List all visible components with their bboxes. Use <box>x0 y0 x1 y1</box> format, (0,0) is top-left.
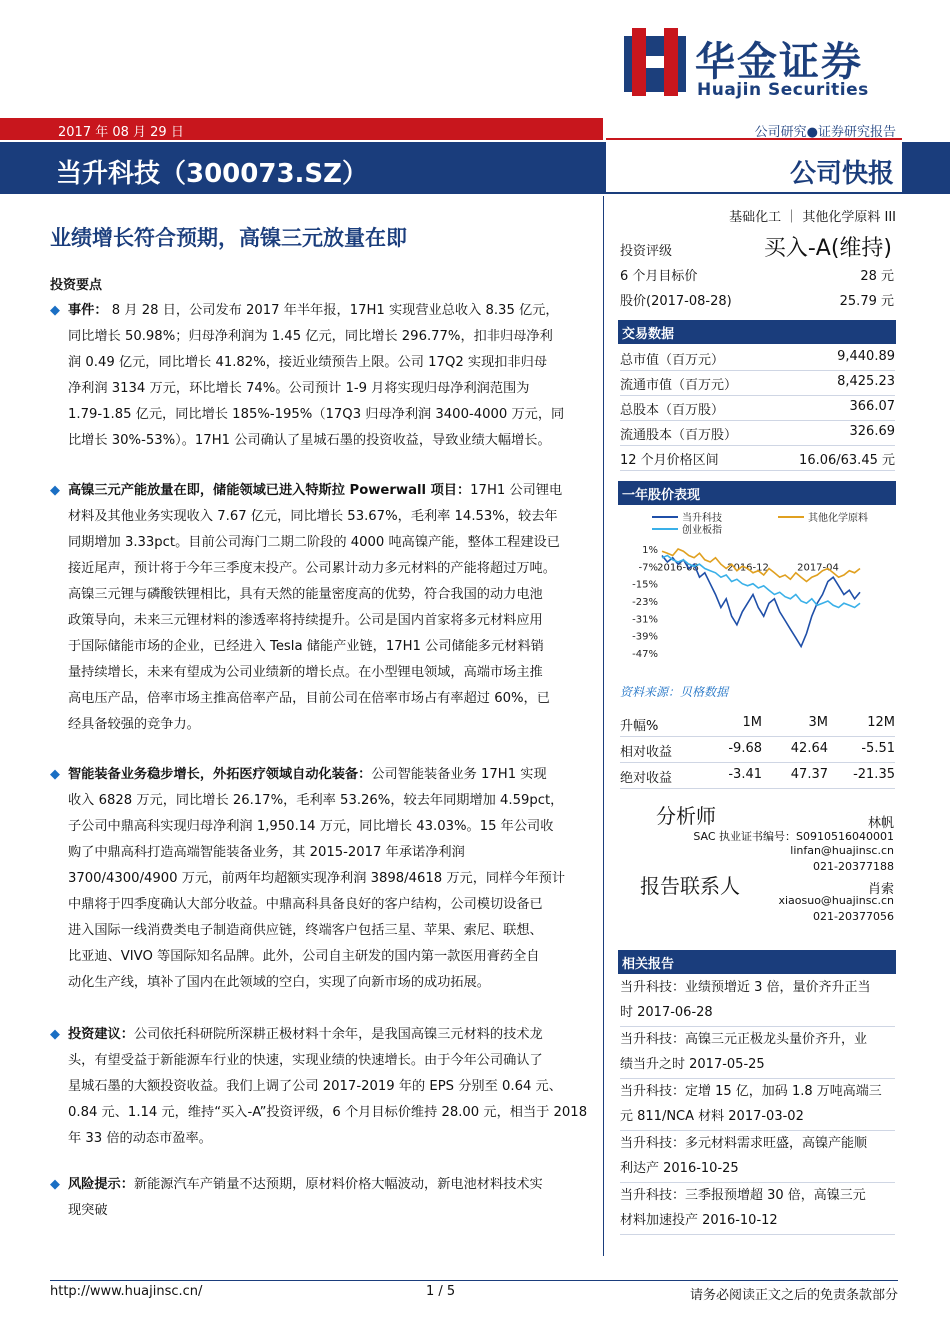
huajin-logo-icon <box>624 28 686 96</box>
footer-disclaimer: 请务必阅读正文之后的免责条款部分 <box>689 1288 898 1303</box>
performance-cell: 相对收益 <box>620 745 673 760</box>
bullet-icon: ◆ <box>50 1027 60 1042</box>
performance-cell: 42.64 <box>790 741 828 756</box>
paragraph <box>50 478 585 738</box>
target-price-label: 6 个月目标价 <box>620 269 698 284</box>
text-line: 比亚迪、VIVO 等国际知名品牌。此外，公司自主研发的国内第一款医用膏药全自 <box>68 949 540 964</box>
performance-cell: -21.35 <box>853 767 895 782</box>
report-date: 2017 年 08 月 29 日 <box>58 125 184 140</box>
performance-cell: -5.51 <box>861 741 895 756</box>
text-line: 政策导向，未来三元锂材料的渗透率将持续提升。公司是国内首家将多元材料应用 <box>68 613 543 628</box>
company-title: 当升科技（300073.SZ） <box>56 159 369 189</box>
y-tick-label: -15% <box>632 579 658 591</box>
performance-cell: 1M <box>742 715 762 730</box>
text-line: 3700/4300/4900 万元，前两年均超额实现净利润 3898/4618 万元，同样今年预计 <box>68 871 566 886</box>
related-report-line: 当升科技：定增 15 亿，加码 1.8 万吨高端三 <box>620 1084 882 1099</box>
chart-header: 一年股价表现 <box>618 481 896 505</box>
paragraph-text <box>50 1022 588 1152</box>
rating-value: 买入-A(维持) <box>763 236 892 261</box>
trade-row <box>620 396 895 421</box>
brand-name-en: Huajin Securities <box>697 80 869 100</box>
report-type: 公司快报 <box>789 159 894 189</box>
text-line: 收入 6828 万元，同比增长 26.17%，毛利率 53.26%，较去年同期增加 4.59pct， <box>68 793 564 808</box>
contact-title: 报告联系人 <box>640 874 740 898</box>
related-separator <box>620 1234 895 1235</box>
bullet-icon: ◆ <box>50 767 60 782</box>
contact-name: 肖索 <box>867 882 894 897</box>
text-line: 子公司中鼎高科实现归母净利润 1,950.14 万元，同比增长 43.03%。15 年公司收 <box>68 819 554 834</box>
paragraph-text <box>50 478 585 738</box>
related-report-line: 当升科技：多元材料需求旺盛，高镍产能顺 <box>620 1136 868 1151</box>
section-title: 投资要点 <box>50 278 103 293</box>
trade-row <box>620 346 895 371</box>
y-tick-label: -31% <box>632 614 658 626</box>
performance-cell: 绝对收益 <box>620 771 673 786</box>
trade-label: 总市值（百万元） <box>620 353 725 368</box>
text-line: 润 0.49 亿元，同比增长 41.82%，接近业绩预告上限。公司 17Q2 实现扣非归母 <box>68 355 548 370</box>
text-line: 材料及其他业务实现收入 7.67 亿元，同比增长 53.67%，毛利率 14.53%，较去年 <box>68 509 558 524</box>
x-tick-label: 2016-08 <box>657 562 699 574</box>
performance-cell: 3M <box>808 715 828 730</box>
report-type-box <box>606 142 902 194</box>
related-report-item[interactable] <box>620 1183 895 1233</box>
related-report-line: 当升科技：高镍三元正极龙头量价齐升，业 <box>620 1032 868 1047</box>
trade-data-header: 交易数据 <box>618 320 896 344</box>
bullet-icon: ◆ <box>50 483 60 498</box>
related-report-item[interactable] <box>620 975 895 1025</box>
text-line: 动化生产线，填补了国内在此领域的空白，实现了向新市场的成功拓展。 <box>68 975 490 990</box>
text-line: 1.79-1.85 亿元，同比增长 185%-195%（17Q3 归母净利润 3400-4000 万元，同 <box>68 407 565 422</box>
text-line: 进入国际一线消费类电子制造商供应链，终端客户包括三星、苹果、索尼、联想、 <box>68 923 543 938</box>
analyst-cert: SAC 执业证书编号：S0910516040001 <box>693 830 894 843</box>
legend-label: 创业板指 <box>682 525 722 536</box>
y-tick-label: -47% <box>632 649 658 660</box>
paragraph-text <box>50 298 585 454</box>
paragraph <box>50 1172 585 1224</box>
related-report-line: 当升科技：三季报预增超 30 倍，高镍三元 <box>620 1188 866 1203</box>
related-reports-header: 相关报告 <box>618 950 896 974</box>
performance-row <box>620 764 895 789</box>
performance-row <box>620 738 895 763</box>
stock-price-chart <box>618 505 896 675</box>
text-line: 0.84 元、1.14 元，维持“买入-A”投资评级，6 个月目标价维持 28.00 元，相当于 2018 <box>68 1105 588 1120</box>
related-report-item[interactable] <box>620 1079 895 1129</box>
y-tick-label: -39% <box>632 631 658 643</box>
paragraph <box>50 1022 588 1152</box>
x-tick-label: 2017-04 <box>797 562 839 574</box>
text-line: 经具备较强的竞争力。 <box>68 717 200 732</box>
footer-url[interactable]: http://www.huajinsc.cn/ <box>50 1284 203 1299</box>
rating-label: 投资评级 <box>620 244 673 259</box>
trade-row <box>620 421 895 446</box>
legend-label: 当升科技 <box>682 513 722 524</box>
related-report-item[interactable] <box>620 1131 895 1181</box>
text-line: 年 33 倍的动态市盈率。 <box>68 1131 212 1146</box>
brand-name-cn: 华金证券 <box>695 39 863 85</box>
text-line: 投资建议：公司依托科研院所深耕正极材料十余年，是我国高镍三元材料的技术龙 <box>68 1027 543 1042</box>
trade-label: 流通股本（百万股） <box>620 428 738 443</box>
related-report-line: 绩当升之时 2017-05-25 <box>620 1057 765 1072</box>
trade-value: 366.07 <box>849 399 895 414</box>
related-report-line: 利达产 2016-10-25 <box>620 1161 739 1176</box>
page-number: 1 / 5 <box>426 1284 456 1299</box>
trade-value: 9,440.89 <box>837 349 895 364</box>
headline: 业绩增长符合预期，高镍三元放量在即 <box>50 226 407 250</box>
trade-row <box>620 371 895 396</box>
text-line: 事件： 8 月 28 日，公司发布 2017 年半年报，17H1 实现营业总收入 8.35 亿元， <box>68 303 559 318</box>
text-line: 风险提示：新能源汽车产销量不达预期，原材料价格大幅波动，新电池材料技术实 <box>68 1177 543 1192</box>
text-line: 头，有望受益于新能源车行业的快速，实现业绩的快速增长。由于今年公司确认了 <box>68 1053 543 1068</box>
related-report-line: 时 2017-06-28 <box>620 1005 713 1020</box>
text-line: 同期增加 3.33pct。目前公司海门二期二阶段的 4000 吨高镍产能，整体工程建设已 <box>68 535 560 550</box>
performance-cell: 47.37 <box>790 767 828 782</box>
performance-cell: 12M <box>867 715 895 730</box>
text-line: 同比增长 50.98%；归母净利润为 1.45 亿元，同比增长 296.77%，扣非归母净利 <box>68 329 553 344</box>
trade-value: 326.69 <box>849 424 895 439</box>
analyst-name: 林帆 <box>867 816 894 831</box>
footer-line <box>50 1280 898 1281</box>
trade-label: 12 个月价格区间 <box>620 453 719 468</box>
performance-cell: -9.68 <box>728 741 762 756</box>
report-category: 公司研究●证券研究报告 <box>754 125 896 140</box>
bullet-icon: ◆ <box>50 303 60 318</box>
text-line: 星城石墨的大额投资收益。我们上调了公司 2017-2019 年的 EPS 分别至 0.64 元、 <box>68 1079 562 1094</box>
trade-label: 总股本（百万股） <box>620 403 725 418</box>
paragraph <box>50 762 585 996</box>
text-line: 比增长 30%-53%）。17H1 公司确认了星城石墨的投资收益，导致业绩大幅增长。 <box>68 433 551 448</box>
paragraph-text <box>50 1172 585 1224</box>
related-report-line: 元 811/NCA 材料 2017-03-02 <box>620 1109 804 1124</box>
industry-label: 基础化工 ｜ 其他化学原料 III <box>729 210 896 225</box>
contact-phone: 021-20377056 <box>813 910 894 923</box>
bullet-icon: ◆ <box>50 1177 60 1192</box>
related-report-line: 材料加速投产 2016-10-12 <box>620 1213 778 1228</box>
text-line: 购了中鼎高科打造高端智能装备业务，其 2015-2017 年承诺净利润 <box>68 845 465 860</box>
text-line: 中鼎将于四季度确认大部分收益。中鼎高科具备良好的客户结构，公司模切设备已 <box>68 897 543 912</box>
text-line: 净利润 3134 万元，环比增长 74%。公司预计 1-9 月将实现归母净利润范围为 <box>68 381 530 396</box>
performance-cell: 升幅% <box>620 719 659 734</box>
paragraph-text <box>50 762 585 996</box>
legend-label: 其他化学原料 <box>808 513 868 524</box>
analyst-email: linfan@huajinsc.cn <box>790 844 894 857</box>
text-line: 高镍三元产能放量在即，储能领域已进入特斯拉 Powerwall 项目：17H1 公司锂电 <box>68 483 563 498</box>
y-tick-label: -23% <box>632 597 658 608</box>
text-line: 智能装备业务稳步增长，外拓医疗领域自动化装备：公司智能装备业务 17H1 实现 <box>68 767 547 782</box>
performance-cell: -3.41 <box>728 767 762 782</box>
analyst-title: 分析师 <box>656 804 716 828</box>
related-report-line: 当升科技：业绩预增近 3 倍，量价齐升正当 <box>620 980 871 995</box>
trade-label: 流通市值（百万元） <box>620 378 738 393</box>
stock-price-value: 25.79 元 <box>839 294 894 309</box>
column-divider <box>603 196 604 1256</box>
y-tick-label: -7% <box>638 562 658 574</box>
performance-header <box>620 712 895 737</box>
paragraph <box>50 298 585 454</box>
stock-price-label: 股价(2017-08-28) <box>620 294 732 309</box>
analyst-phone: 021-20377188 <box>813 860 894 873</box>
trade-value: 8,425.23 <box>837 374 895 389</box>
text-line: 量持续增长，未来有望成为公司业绩新的增长点。在小型锂电领域，高端市场主推 <box>68 665 543 680</box>
x-tick-label: 2016-12 <box>727 562 769 574</box>
trade-row <box>620 446 895 471</box>
text-line: 于国际储能市场的企业，已经进入 Tesla 储能产业链，17H1 公司储能多元材料销 <box>68 639 544 654</box>
trade-value: 16.06/63.45 元 <box>799 453 895 468</box>
contact-email: xiaosuo@huajinsc.cn <box>778 894 894 907</box>
text-line: 接近尾声，预计将于今年三季度末投产。公司累计动力多元材料的产能将超过万吨。 <box>68 561 556 576</box>
text-line: 现突破 <box>68 1203 108 1218</box>
y-tick-label: 1% <box>642 545 658 556</box>
text-line: 高镍三元锂与磷酸铁锂相比，具有天然的能量密度高的优势，符合我国的动力电池 <box>68 587 543 602</box>
target-price-value: 28 元 <box>860 269 894 284</box>
related-report-item[interactable] <box>620 1027 895 1077</box>
text-line: 高电压产品，倍率市场主推高倍率产品，目前公司在倍率市场占有率超过 60%，已 <box>68 691 550 706</box>
chart-source: 资料来源：贝格数据 <box>620 685 729 699</box>
